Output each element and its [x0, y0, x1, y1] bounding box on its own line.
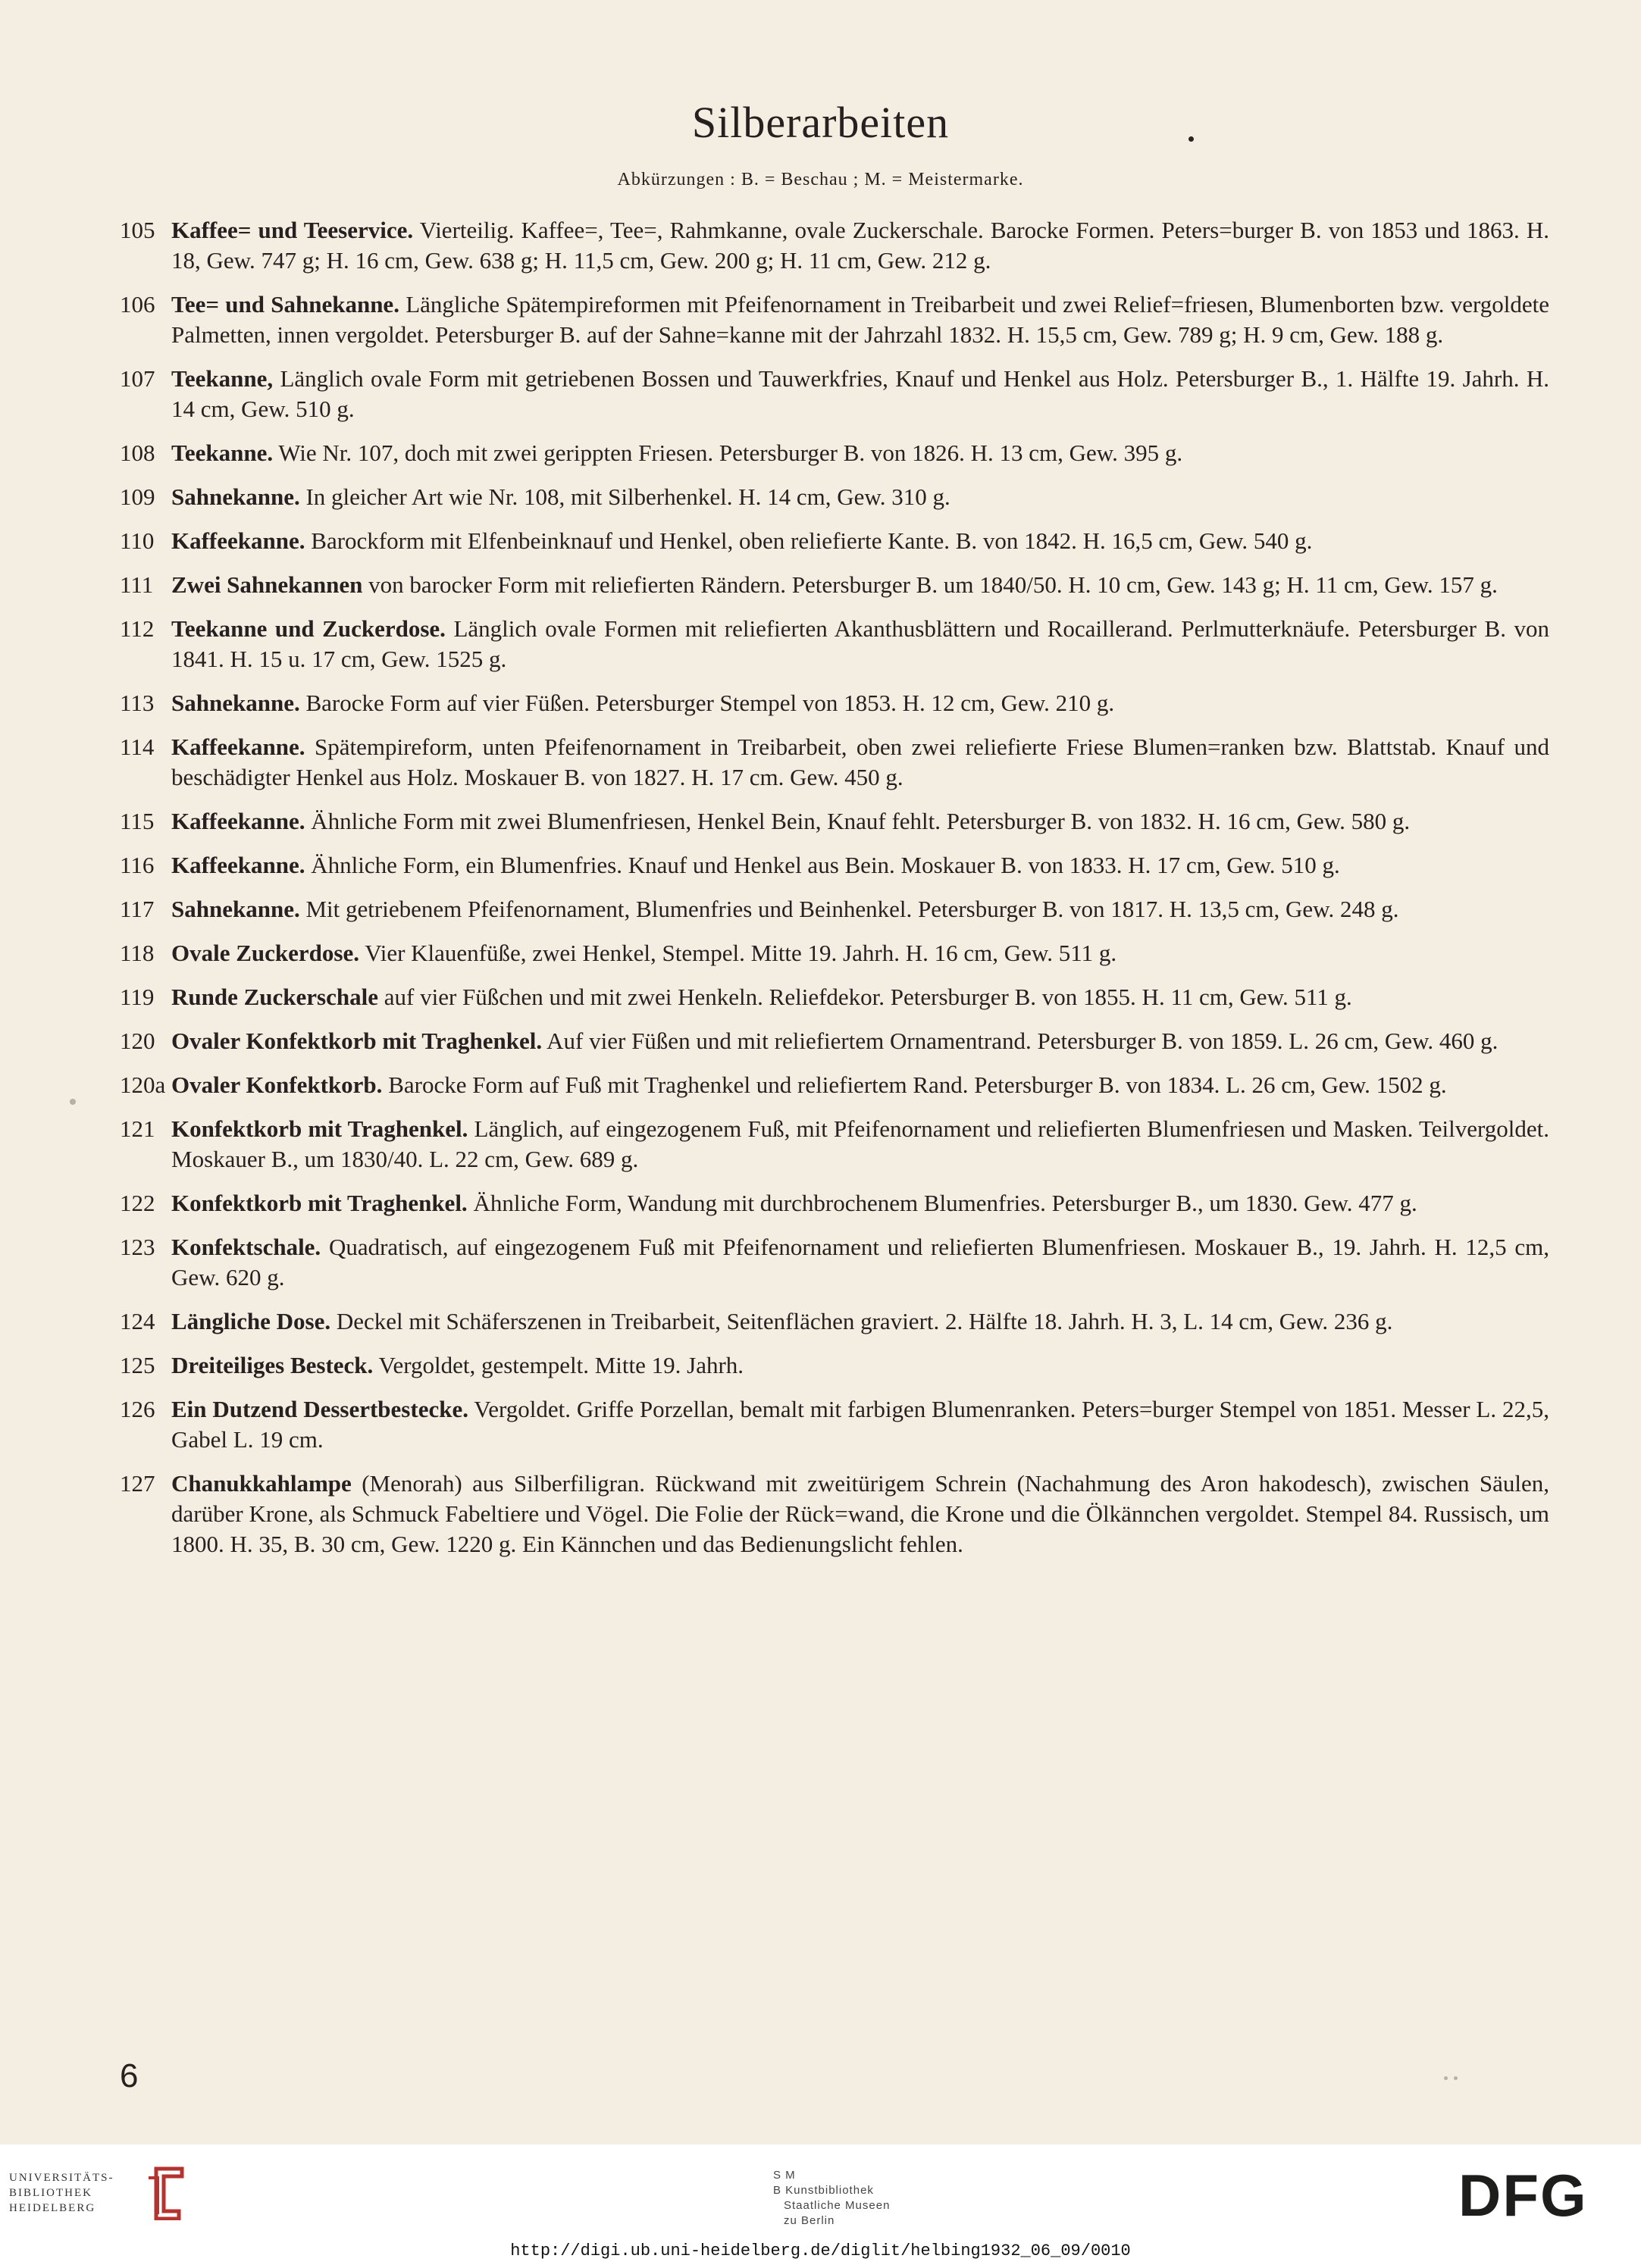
entry-number: 107 — [120, 365, 155, 392]
entry-number: 112 — [120, 615, 155, 642]
entry-text — [171, 1232, 1549, 1293]
ink-dot — [1188, 136, 1194, 142]
catalog-entry — [120, 1114, 1549, 1175]
entry-heading: Ovaler Konfektkorb mit Traghenkel. — [171, 1028, 543, 1054]
entry-description: Ähnliche Form, ein Blumenfries. Knauf und Henkel aus Bein. Moskauer B. von 1833. H. 17 cm, Gew. 510 g. — [305, 852, 1340, 878]
ink-spot — [70, 1099, 76, 1105]
ub-line-3: HEIDELBERG — [9, 2202, 96, 2214]
entry-description: Wie Nr. 107, doch mit zwei gerippten Friesen. Petersburger B. von 1826. H. 13 cm, Gew. 395 g. — [273, 440, 1183, 466]
entry-heading: Runde Zuckerschale — [171, 984, 378, 1010]
entry-heading: Kaffeekanne. — [171, 808, 305, 834]
entry-heading: Kaffeekanne. — [171, 527, 305, 554]
entry-number: 114 — [120, 734, 155, 760]
dfg-logo[interactable]: DFG — [1458, 2162, 1588, 2229]
entry-number: 111 — [120, 571, 154, 598]
entry-description: Barockform mit Elfenbeinknauf und Henkel, oben reliefierte Kante. B. von 1842. H. 16,5 cm, Gew. 540 g. — [305, 527, 1313, 554]
entry-number: 121 — [120, 1115, 155, 1142]
ink-spot — [1444, 2076, 1448, 2080]
entry-description: Mit getriebenem Pfeifenornament, Blumenfries und Beinhenkel. Petersburger B. von 1817. H. 13,5 cm, Gew. 248 g. — [299, 896, 1399, 922]
entry-description: von barocker Form mit reliefierten Rändern. Petersburger B. um 1840/50. H. 10 cm, Gew. 143 g; H. 11 cm, Gew. 157 g. — [362, 571, 1498, 598]
library-line-1: S M — [773, 2169, 796, 2182]
catalog-entry — [120, 438, 1549, 468]
catalog-entry — [120, 1469, 1549, 1559]
entry-text — [171, 1350, 1549, 1381]
entry-heading: Kaffeekanne. — [171, 852, 305, 878]
entry-number: 122 — [120, 1190, 155, 1216]
entry-heading: Sahnekanne. — [171, 896, 300, 922]
entry-number: 127 — [120, 1470, 155, 1497]
catalog-entry — [120, 526, 1549, 556]
entry-heading: Kaffeekanne. — [171, 734, 305, 760]
entry-text — [171, 982, 1549, 1012]
catalog-entry — [120, 850, 1549, 881]
catalog-entries — [120, 215, 1549, 1573]
ink-spot — [1454, 2076, 1458, 2080]
catalog-entry — [120, 1306, 1549, 1337]
entry-text — [171, 526, 1549, 556]
ub-line-1: UNIVERSITÄTS- — [9, 2172, 114, 2184]
entry-description: Vier Klauenfüße, zwei Henkel, Stempel. Mitte 19. Jahrh. H. 16 cm, Gew. 511 g. — [359, 940, 1117, 966]
entry-text — [171, 1026, 1549, 1056]
entry-heading: Teekanne, — [171, 365, 274, 392]
entry-text — [171, 850, 1549, 881]
entry-number: 119 — [120, 984, 155, 1010]
entry-description: Längliche Spätempireformen mit Pfeifenornament in Treibarbeit und zwei Relief=friesen, Blumenborten bzw. vergoldete Palmetten, innen vergoldet. Petersburger B. auf der Sahne=kanne mit der Jahrzahl 1832. H. 15,5 cm, Gew. 789 g; H. 9 cm, Gew. 188 g. — [171, 291, 1549, 348]
entry-heading: Dreiteiliges Besteck. — [171, 1352, 374, 1378]
entry-text — [171, 1394, 1549, 1455]
entry-heading: Chanukkahlampe — [171, 1470, 352, 1497]
entry-text — [171, 1070, 1549, 1100]
entry-description: Vierteilig. Kaffee=, Tee=, Rahmkanne, ovale Zuckerschale. Barocke Formen. Peters=burger B. von 1853 und 1863. H. 18, Gew. 747 g; H. 16 cm, Gew. 638 g; H. 11,5 cm, Gew. 200 g; H. 11 cm, Gew. 212 g. — [171, 217, 1549, 274]
entry-number: 117 — [120, 896, 155, 922]
entry-text — [171, 482, 1549, 512]
entry-heading: Konfektkorb mit Traghenkel. — [171, 1115, 468, 1142]
entry-description: Länglich, auf eingezogenem Fuß, mit Pfeifenornament und reliefierten Blumenfriesen und Masken. Teilvergoldet. Moskauer B., um 1830/40. L. 22 cm, Gew. 689 g. — [171, 1115, 1549, 1172]
entry-text — [171, 1188, 1549, 1218]
entry-heading: Zwei Sahnekannen — [171, 571, 363, 598]
catalog-entry — [120, 215, 1549, 276]
entry-description: Barocke Form auf vier Füßen. Petersburger Stempel von 1853. H. 12 cm, Gew. 210 g. — [299, 690, 1115, 716]
library-line-3: Staatliche Museen — [784, 2199, 891, 2212]
catalog-entry — [120, 938, 1549, 968]
catalog-entry — [120, 364, 1549, 424]
entry-heading: Ovale Zuckerdose. — [171, 940, 359, 966]
entry-number: 124 — [120, 1308, 155, 1334]
ub-logo-icon[interactable] — [141, 2166, 188, 2220]
entry-description: Spätempireform, unten Pfeifenornament in Treibarbeit, oben zwei reliefierte Friese Blumen=ranken bzw. Blattstab. Knauf und beschädigter Henkel aus Holz. Moskauer B. von 1827. H. 17 cm. Gew. 450 g. — [171, 734, 1549, 790]
entry-description: Auf vier Füßen und mit reliefiertem Ornamentrand. Petersburger B. von 1859. L. 26 cm, Gew. 460 g. — [542, 1028, 1499, 1054]
entry-text — [171, 688, 1549, 718]
entry-number: 116 — [120, 852, 155, 878]
catalog-entry — [120, 1394, 1549, 1455]
catalog-entry — [120, 1232, 1549, 1293]
entry-text — [171, 894, 1549, 924]
entry-description: Ähnliche Form mit zwei Blumenfriesen, Henkel Bein, Knauf fehlt. Petersburger B. von 1832. H. 16 cm, Gew. 580 g. — [305, 808, 1411, 834]
catalog-entry — [120, 570, 1549, 600]
entry-number: 115 — [120, 808, 155, 834]
entry-number: 120a — [120, 1071, 166, 1098]
catalog-entry — [120, 1188, 1549, 1218]
entry-description: Länglich ovale Formen mit reliefierten Akanthusblättern und Rocaillerand. Perlmutterknäufe. Petersburger B. von 1841. H. 15 u. 17 cm, Gew. 1525 g. — [171, 615, 1549, 672]
entry-number: 118 — [120, 940, 155, 966]
entry-number: 105 — [120, 217, 155, 243]
entry-text — [171, 1306, 1549, 1337]
entry-number: 109 — [120, 483, 155, 510]
entry-description: auf vier Füßchen und mit zwei Henkeln. Reliefdekor. Petersburger B. von 1855. H. 11 cm, Gew. 511 g. — [378, 984, 1352, 1010]
ub-line-2: BIBLIOTHEK — [9, 2187, 92, 2199]
entry-text — [171, 614, 1549, 674]
entry-text — [171, 438, 1549, 468]
entry-number: 108 — [120, 440, 155, 466]
catalog-entry — [120, 806, 1549, 837]
entry-text — [171, 570, 1549, 600]
entry-heading: Konfektkorb mit Traghenkel. — [171, 1190, 468, 1216]
entry-number: 126 — [120, 1396, 155, 1422]
entry-description: Vergoldet. Griffe Porzellan, bemalt mit farbigen Blumenranken. Peters=burger Stempel von 1851. Messer L. 22,5, Gabel L. 19 cm. — [171, 1396, 1549, 1453]
catalog-entry — [120, 289, 1549, 350]
entry-text — [171, 1114, 1549, 1175]
entry-description: Quadratisch, auf eingezogenem Fuß mit Pfeifenornament und reliefierten Blumenfriesen. Moskauer B., 19. Jahrh. H. 12,5 cm, Gew. 620 g. — [171, 1234, 1549, 1290]
entry-text — [171, 1469, 1549, 1559]
entry-description: Länglich ovale Form mit getriebenen Bossen und Tauwerkfries, Knauf und Henkel aus Holz. Petersburger B., 1. Hälfte 19. Jahrh. H. 14 cm, Gew. 510 g. — [171, 365, 1549, 422]
catalog-entry — [120, 614, 1549, 674]
entry-number: 106 — [120, 291, 155, 318]
entry-heading: Konfektschale. — [171, 1234, 321, 1260]
entry-description: Ähnliche Form, Wandung mit durchbrochenem Blumenfries. Petersburger B., um 1830. Gew. 477 g. — [467, 1190, 1417, 1216]
entry-heading: Kaffee= und Teeservice. — [171, 217, 414, 243]
entry-number: 123 — [120, 1234, 155, 1260]
catalog-entry — [120, 1070, 1549, 1100]
entry-text — [171, 732, 1549, 793]
permalink-url[interactable]: http://digi.ub.uni-heidelberg.de/diglit/helbing1932_06_09/0010 — [510, 2241, 1131, 2260]
entry-text — [171, 938, 1549, 968]
entry-heading: Ovaler Konfektkorb. — [171, 1071, 383, 1098]
entry-heading: Tee= und Sahnekanne. — [171, 291, 399, 318]
library-line-2: B Kunstbibliothek — [773, 2184, 874, 2197]
entry-text — [171, 289, 1549, 350]
library-line-4: zu Berlin — [784, 2214, 835, 2227]
catalog-entry — [120, 894, 1549, 924]
entry-description: Barocke Form auf Fuß mit Traghenkel und reliefiertem Rand. Petersburger B. von 1834. L. 26 cm, Gew. 1502 g. — [382, 1071, 1447, 1098]
entry-number: 120 — [120, 1028, 155, 1054]
catalog-entry — [120, 732, 1549, 793]
entry-number: 113 — [120, 690, 155, 716]
entry-text — [171, 364, 1549, 424]
entry-text — [171, 806, 1549, 837]
entry-heading: Teekanne und Zuckerdose. — [171, 615, 446, 642]
entry-heading: Sahnekanne. — [171, 690, 300, 716]
page-title: Silberarbeiten — [691, 98, 950, 147]
entry-description: Vergoldet, gestempelt. Mitte 19. Jahrh. — [373, 1352, 744, 1378]
page-number: 6 — [120, 2057, 139, 2094]
entry-number: 110 — [120, 527, 155, 554]
abbreviations-line: Abkürzungen : B. = Beschau ; M. = Meistermarke. — [617, 170, 1024, 189]
entry-heading: Ein Dutzend Dessertbestecke. — [171, 1396, 468, 1422]
entry-number: 125 — [120, 1352, 155, 1378]
catalog-entry — [120, 1026, 1549, 1056]
entry-heading: Teekanne. — [171, 440, 274, 466]
entry-description: Deckel mit Schäferszenen in Treibarbeit, Seitenflächen graviert. 2. Hälfte 18. Jahrh. H. 3, L. 14 cm, Gew. 236 g. — [330, 1308, 1393, 1334]
entry-description: (Menorah) aus Silberfiligran. Rückwand mit zweitürigem Schrein (Nachahmung des Aron hakodesch), zwischen Säulen, darüber Krone, als Schmuck Fabeltiere und Vögel. Die Folie der Rück=wand, die Krone und die Ölkännchen vergoldet. Stempel 84. Russisch, um 1800. H. 35, B. 30 cm, Gew. 1220 g. Ein Kännchen und das Bedienungslicht fehlen. — [171, 1470, 1549, 1557]
entry-heading: Sahnekanne. — [171, 483, 300, 510]
catalog-entry — [120, 688, 1549, 718]
entry-text — [171, 215, 1549, 276]
catalog-entry — [120, 982, 1549, 1012]
catalog-entry — [120, 1350, 1549, 1381]
entry-heading: Längliche Dose. — [171, 1308, 331, 1334]
catalog-entry — [120, 482, 1549, 512]
entry-description: In gleicher Art wie Nr. 108, mit Silberhenkel. H. 14 cm, Gew. 310 g. — [299, 483, 950, 510]
